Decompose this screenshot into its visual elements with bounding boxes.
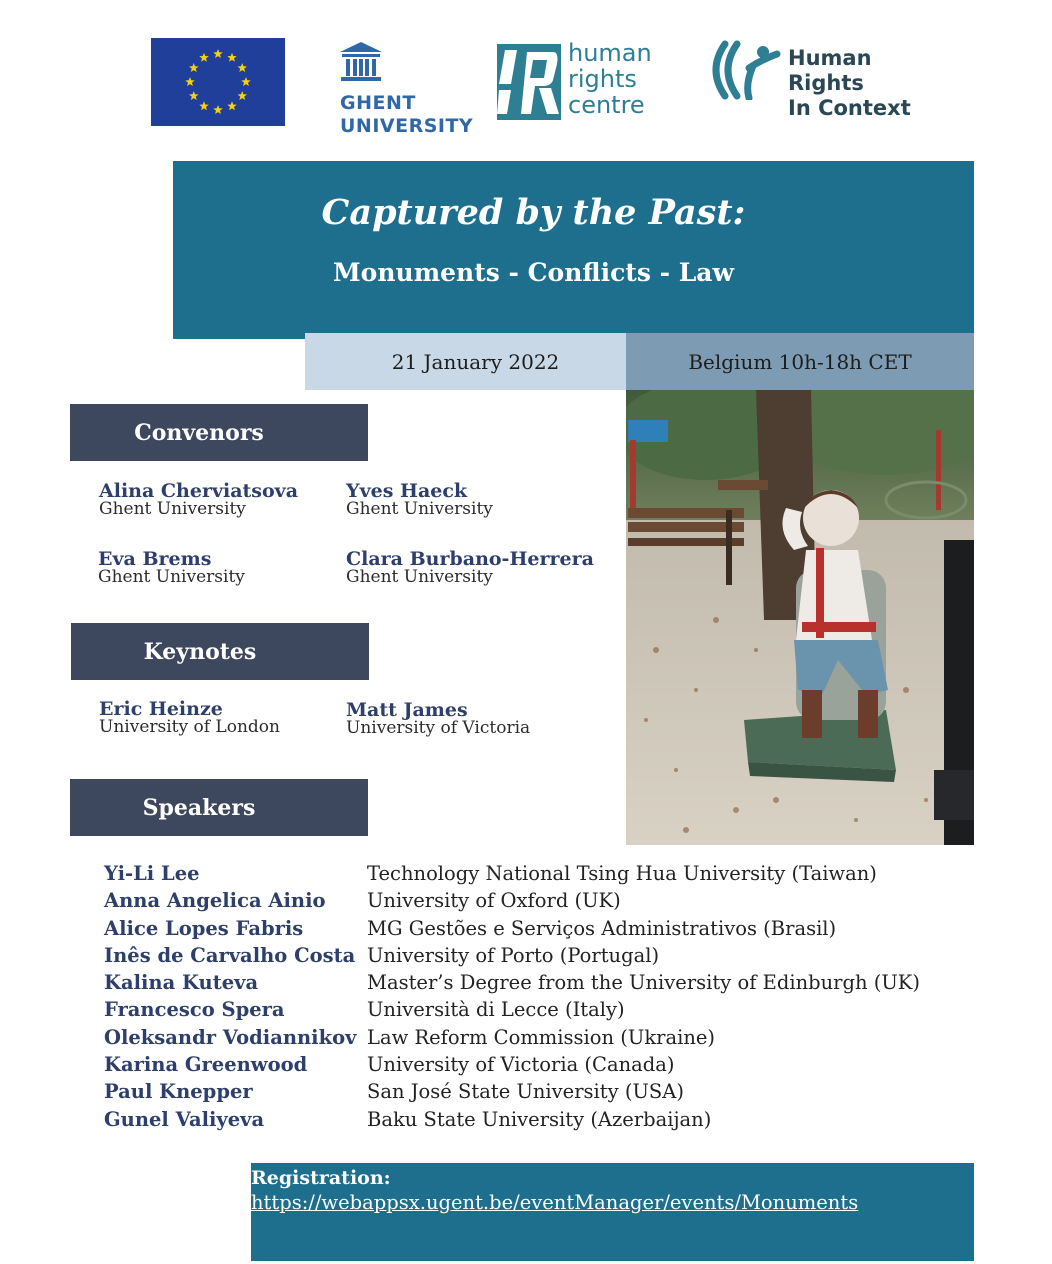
statue-photo-image (626, 390, 974, 845)
speaker-affiliation: Technology National Tsing Hua University (Taiwan) (367, 862, 877, 885)
speaker-row (104, 1080, 974, 1107)
speaker-row (104, 889, 974, 916)
person-name: Eva Brems (98, 548, 212, 570)
event-date: 21 January 2022 (305, 333, 626, 390)
speaker-row (104, 971, 974, 998)
speaker-name: Francesco Spera (104, 998, 285, 1022)
speaker-row (104, 917, 974, 944)
speaker-name: Oleksandr Vodiannikov (104, 1025, 357, 1049)
speakers-list (104, 862, 974, 1135)
speaker-affiliation: Law Reform Commission (Ukraine) (367, 1025, 716, 1049)
person-affiliation: Ghent University (99, 499, 246, 519)
person-name: Eric Heinze (99, 698, 223, 720)
person-name: Yves Haeck (346, 480, 468, 502)
person-affiliation: Ghent University (98, 567, 245, 587)
keynotes-heading: Keynotes (71, 623, 369, 680)
hrc-wordmark: human rights centre (568, 39, 652, 119)
hrc-logo-icon (497, 44, 561, 120)
speaker-name: Gunel Valiyeva (104, 1107, 265, 1131)
registration-link[interactable]: https://webappsx.ugent.be/eventManager/events/Monuments (251, 1191, 859, 1214)
speaker-affiliation: Università di Lecce (Italy) (367, 998, 625, 1022)
speaker-row (104, 944, 974, 971)
event-location-time: Belgium 10h-18h CET (626, 333, 974, 390)
event-subtitle: Monuments - Conflicts - Law (333, 258, 734, 287)
speaker-name: Inês de Carvalho Costa (104, 943, 356, 967)
keynote-entry (99, 700, 280, 736)
registration-box (251, 1163, 974, 1261)
statue-photo (626, 390, 974, 845)
human-rights-centre-logo (497, 40, 667, 124)
convenor-entry (346, 482, 493, 518)
person-affiliation: Ghent University (346, 567, 493, 587)
speaker-affiliation: University of Oxford (UK) (367, 889, 621, 913)
event-title: Captured by the Past: (321, 192, 746, 233)
person-name: Alina Cherviatsova (99, 480, 299, 502)
registration-label: Registration: (251, 1167, 391, 1189)
convenors-heading: Convenors (70, 404, 368, 461)
person-affiliation: Ghent University (346, 499, 493, 519)
keynote-entry (346, 701, 530, 737)
speaker-affiliation: University of Porto (Portugal) (367, 943, 660, 967)
university-building-icon (338, 40, 384, 84)
speakers-heading: Speakers (70, 779, 368, 836)
speaker-name: Yi-Li Lee (104, 862, 200, 885)
speaker-row (104, 1053, 974, 1080)
speaker-row (104, 1108, 974, 1135)
speaker-name: Kalina Kuteva (104, 971, 259, 995)
person-affiliation: University of Victoria (346, 718, 531, 738)
person-affiliation: University of London (99, 717, 280, 737)
speaker-row (104, 998, 974, 1025)
speaker-name: Karina Greenwood (104, 1053, 308, 1077)
convenor-entry (98, 550, 245, 586)
ghent-university-logo (336, 40, 474, 140)
hric-figure-icon (703, 40, 781, 100)
ghent-wordmark: GHENT UNIVERSITY (340, 92, 474, 137)
speaker-affiliation: MG Gestões e Serviços Administrativos (Brasil) (367, 916, 837, 940)
speaker-name: Paul Knepper (104, 1080, 253, 1104)
title-banner (173, 161, 974, 339)
speaker-affiliation: Master’s Degree from the University of Edinburgh (UK) (367, 971, 920, 995)
speaker-row (104, 862, 974, 889)
hric-wordmark: Human Rights In Context (788, 46, 911, 120)
person-name: Clara Burbano-Herrera (346, 548, 594, 570)
speaker-affiliation: San José State University (USA) (367, 1080, 684, 1104)
human-rights-in-context-logo (703, 38, 953, 120)
speaker-name: Anna Angelica Ainio (104, 889, 326, 913)
speaker-affiliation: Baku State University (Azerbaijan) (367, 1107, 712, 1131)
convenor-entry (346, 550, 594, 586)
eu-flag-logo (151, 38, 285, 126)
speaker-affiliation: University of Victoria (Canada) (367, 1053, 675, 1077)
person-name: Matt James (346, 699, 468, 721)
speaker-name: Alice Lopes Fabris (104, 916, 304, 940)
convenor-entry (99, 482, 298, 518)
speaker-row (104, 1026, 974, 1053)
eu-stars-icon (151, 38, 285, 126)
